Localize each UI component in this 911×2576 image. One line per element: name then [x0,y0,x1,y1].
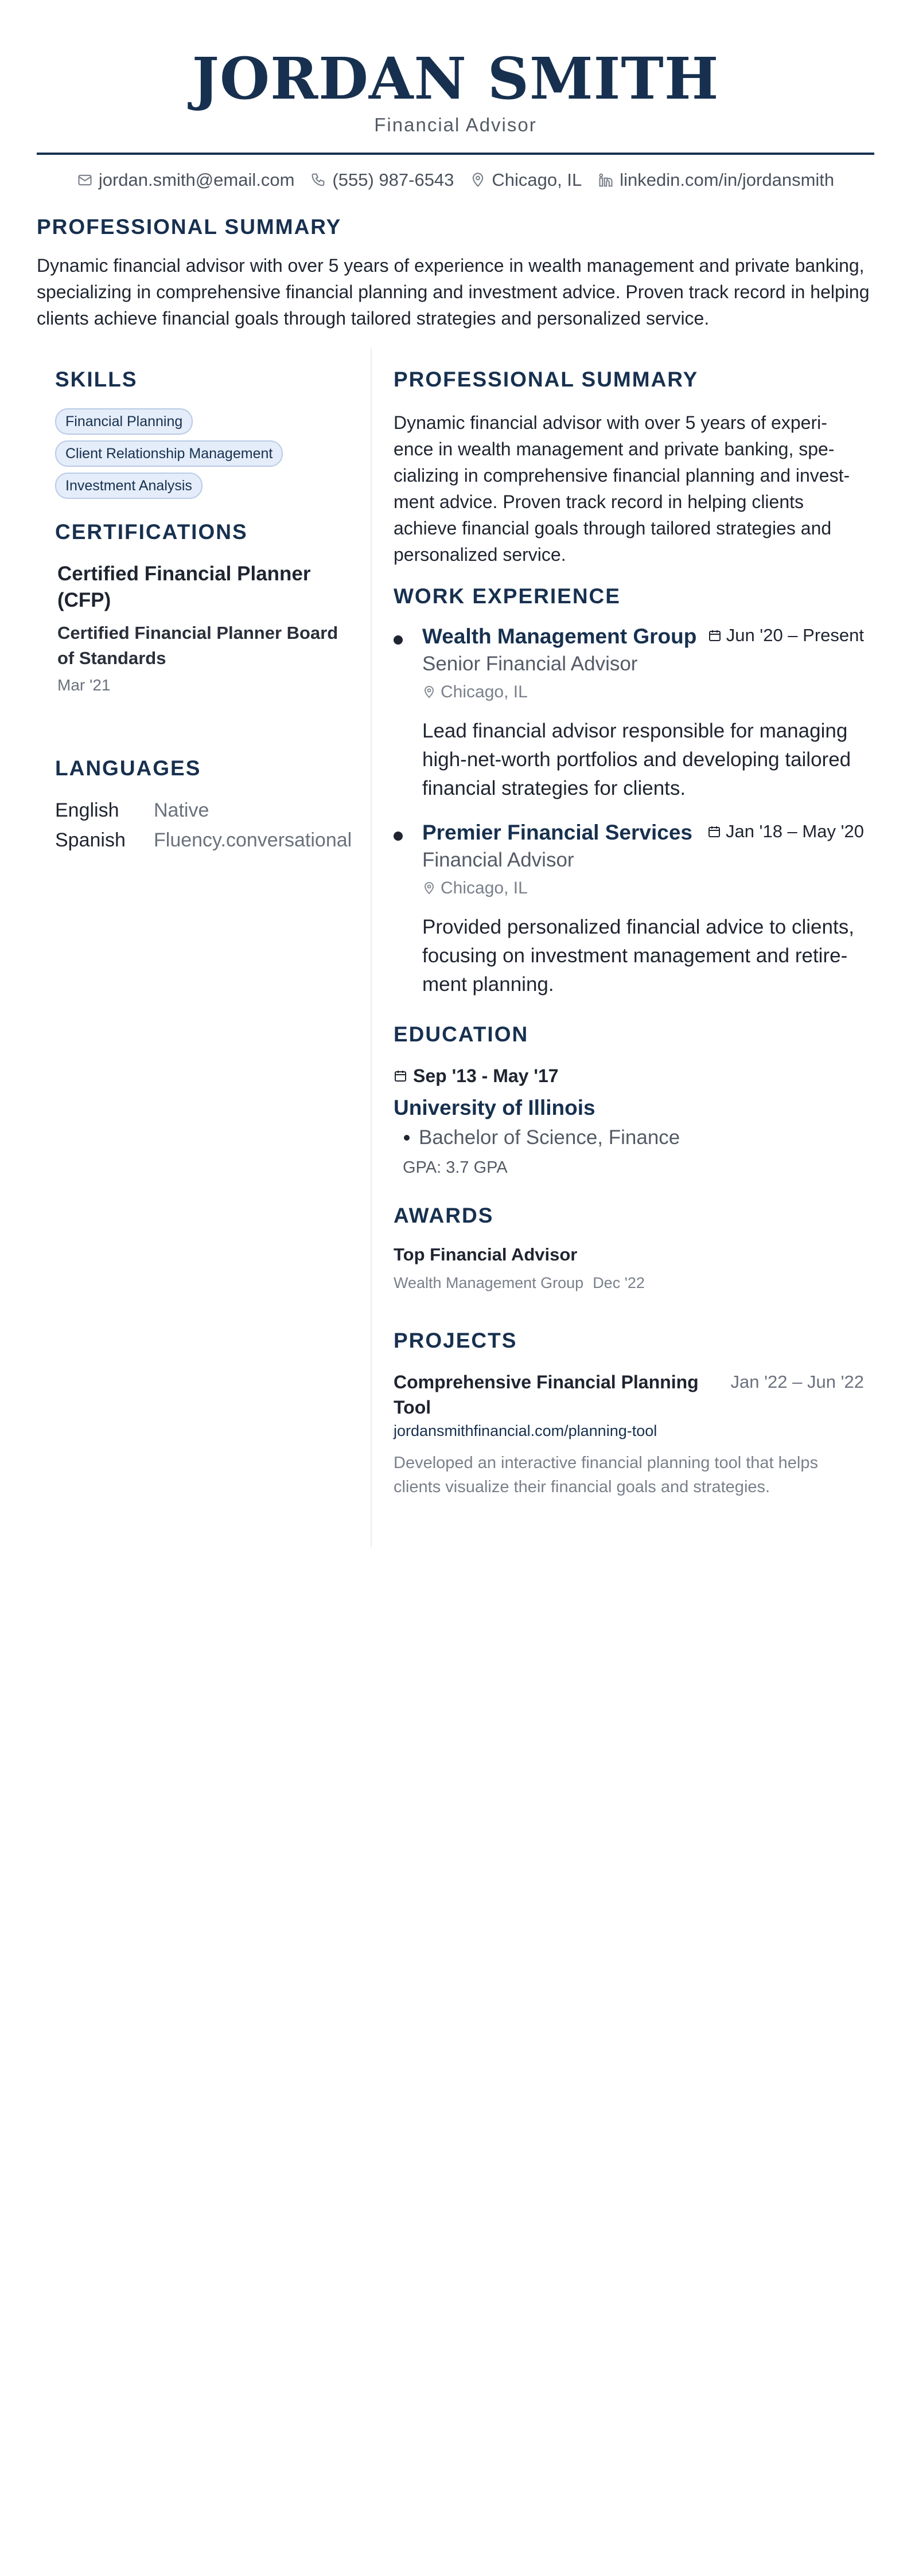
job-location [422,877,528,899]
company-name: Wealth Management Group [422,625,697,648]
education-heading: EDUCATION [394,1022,529,1046]
job-title: Financial Advisor [374,114,537,135]
certification-date: Mar '21 [57,676,111,694]
contact-bar [0,167,911,193]
contact-linkedin[interactable] [598,170,834,190]
linkedin-icon [598,172,614,188]
award-date: Dec '22 [593,1274,645,1291]
certifications-heading: CERTIFICATIONS [55,520,248,544]
column-divider [371,349,372,1547]
award-issuer: Wealth Management Group [394,1274,584,1291]
experience-item [394,623,864,799]
certification-issuer: Certified Financial Planner Board of Standards [57,623,338,668]
calendar-icon [394,1069,407,1083]
gpa: GPA: 3.7 GPA [403,1158,508,1177]
job-location [422,681,528,703]
skills-list [55,408,365,505]
projects-heading: PROJECTS [394,1329,517,1352]
degree-text: Bachelor of Science, Finance [419,1126,680,1149]
contact-location [470,170,582,190]
skills-heading: SKILLS [55,368,138,391]
project-dates: Jan '22 – Jun '22 [730,1372,864,1392]
languages-heading: LANGUAGES [55,756,201,780]
location-text: Chicago, IL [492,170,582,190]
job-dates-text: Jan '18 – May '20 [725,821,864,841]
summary-text: Dynamic financial advisor with over 5 years of experience in wealth management and private banking, specializing in comprehensive financial planning and investment advice. Proven track record in helping clients achieve financial goals through tailored strategies and personalized service. [37,255,870,329]
job-description: Provided personalized financial advice to clients, focusing on investment management and retirement planning. [422,916,854,996]
summary-text: Dynamic financial advisor with over 5 years of experience in wealth management and private banking, specializing in comprehensive financial planning and investment advice. Proven track record in helping clients achieve financial goals through tailored strategies and personalized service. [394,412,850,565]
linkedin-text: linkedin.com/in/jordansmith [620,170,835,190]
header-divider [37,153,874,155]
contact-email[interactable] [77,170,295,190]
company-name: Premier Financial Services [422,821,692,844]
bullet-dot [394,832,403,841]
experience-heading: WORK EXPERIENCE [394,584,621,608]
summary-heading: PROFESSIONAL SUMMARY [37,215,342,239]
calendar-icon [708,629,722,642]
language-name: Spanish [55,829,126,851]
candidate-name: JORDAN SMITH [192,45,719,112]
job-dates [708,624,864,647]
language-level: Native [154,799,209,821]
skill-chip: Investment Analysis [55,473,203,499]
certification-name: Certified Financial Planner (CFP) [57,563,311,611]
language-name: English [55,799,119,821]
job-role: Senior Financial Advisor [422,653,638,675]
phone-icon [310,172,326,188]
skill-chip: Financial Planning [55,408,193,435]
job-dates [707,820,864,843]
map-pin-icon [470,172,486,188]
email-text: jordan.smith@email.com [98,170,295,190]
map-pin-icon [422,685,436,699]
award-meta [394,1273,645,1293]
job-role: Financial Advisor [422,849,574,871]
project-name: Comprehensive Financial Planning Tool [394,1372,699,1418]
map-pin-icon [422,881,436,895]
job-dates-text: Jun '20 – Present [726,625,864,645]
job-description: Lead financial advisor responsible for managing high-net-worth portfolios and developing tailored financial strategies for clients. [422,720,851,799]
calendar-icon [707,825,721,838]
summary-heading: PROFESSIONAL SUMMARY [394,368,699,391]
envelope-icon [77,172,93,188]
contact-phone[interactable] [310,170,454,190]
awards-heading: AWARDS [394,1204,494,1227]
project-link[interactable]: jordansmithfinancial.com/planning-tool [394,1422,657,1439]
experience-item [394,819,864,996]
education-dates [394,1064,559,1087]
degree [404,1125,680,1150]
bullet-dot [404,1135,410,1141]
skill-chip: Client Relationship Management [55,440,283,467]
school-name: University of Illinois [394,1096,595,1119]
project-description: Developed an interactive financial planning tool that helps clients visualize their financial goals and strategies. [394,1454,818,1496]
language-level: Fluency.conversational [154,829,352,851]
phone-text: (555) 987-6543 [332,170,454,190]
job-location-text: Chicago, IL [441,879,528,897]
education-dates-text: Sep '13 - May '17 [413,1065,559,1086]
bullet-dot [394,635,403,645]
job-location-text: Chicago, IL [441,682,528,701]
award-name: Top Financial Advisor [394,1244,578,1264]
